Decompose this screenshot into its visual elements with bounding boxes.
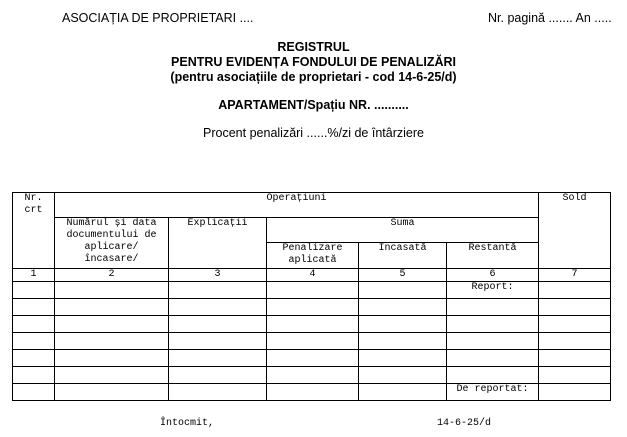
form-code: 14-6-25/d bbox=[437, 418, 492, 429]
header-nr-crt bbox=[13, 193, 55, 269]
page-info: Nr. pagină ....... An ..... bbox=[488, 11, 612, 25]
col-number: 6 bbox=[447, 269, 539, 282]
register-code-note: (pentru asociațiile de proprietari - cod 14-6-25/d) bbox=[170, 70, 457, 84]
header-doc-number: Numărul și data documentului de aplicare/ încasare/ bbox=[55, 218, 169, 269]
header-explanations: Explicații bbox=[169, 218, 267, 269]
table-row bbox=[13, 333, 611, 350]
table-row bbox=[13, 367, 611, 384]
table-row bbox=[13, 299, 611, 316]
report-label: Report: bbox=[447, 282, 539, 299]
table-row bbox=[13, 316, 611, 333]
association-name: ASOCIAȚIA DE PROPRIETARI .... bbox=[62, 11, 254, 25]
col-number: 1 bbox=[13, 269, 55, 282]
header-sold: Sold bbox=[539, 193, 611, 269]
prepared-by: Întocmit, bbox=[160, 418, 215, 429]
header-crt: crt bbox=[24, 205, 43, 216]
col-number: 7 bbox=[539, 269, 611, 282]
table-row bbox=[13, 384, 611, 401]
header-nr: Nr. bbox=[24, 193, 43, 204]
table-row bbox=[13, 282, 611, 299]
col-number: 2 bbox=[55, 269, 169, 282]
col-number: 4 bbox=[267, 269, 359, 282]
register-subtitle: PENTRU EVIDENȚA FONDULUI DE PENALIZĂRI bbox=[171, 55, 456, 69]
table-row bbox=[13, 350, 611, 367]
register-table bbox=[12, 192, 611, 401]
header-remaining: Restantă bbox=[447, 243, 539, 269]
header-sum: Suma bbox=[267, 218, 539, 243]
apartment-line: APARTAMENT/Spațiu NR. .......... bbox=[218, 98, 409, 112]
penalty-percent-line: Procent penalizări ......%/zi de întârziere bbox=[203, 126, 424, 140]
to-report-label: De reportat: bbox=[447, 384, 539, 401]
col-number: 5 bbox=[359, 269, 447, 282]
header-penalties: Penalizare aplicată bbox=[267, 243, 359, 269]
col-number: 3 bbox=[169, 269, 267, 282]
register-title: REGISTRUL bbox=[277, 40, 350, 54]
header-collected: Încasată bbox=[359, 243, 447, 269]
header-operations: Operațiuni bbox=[55, 193, 539, 218]
